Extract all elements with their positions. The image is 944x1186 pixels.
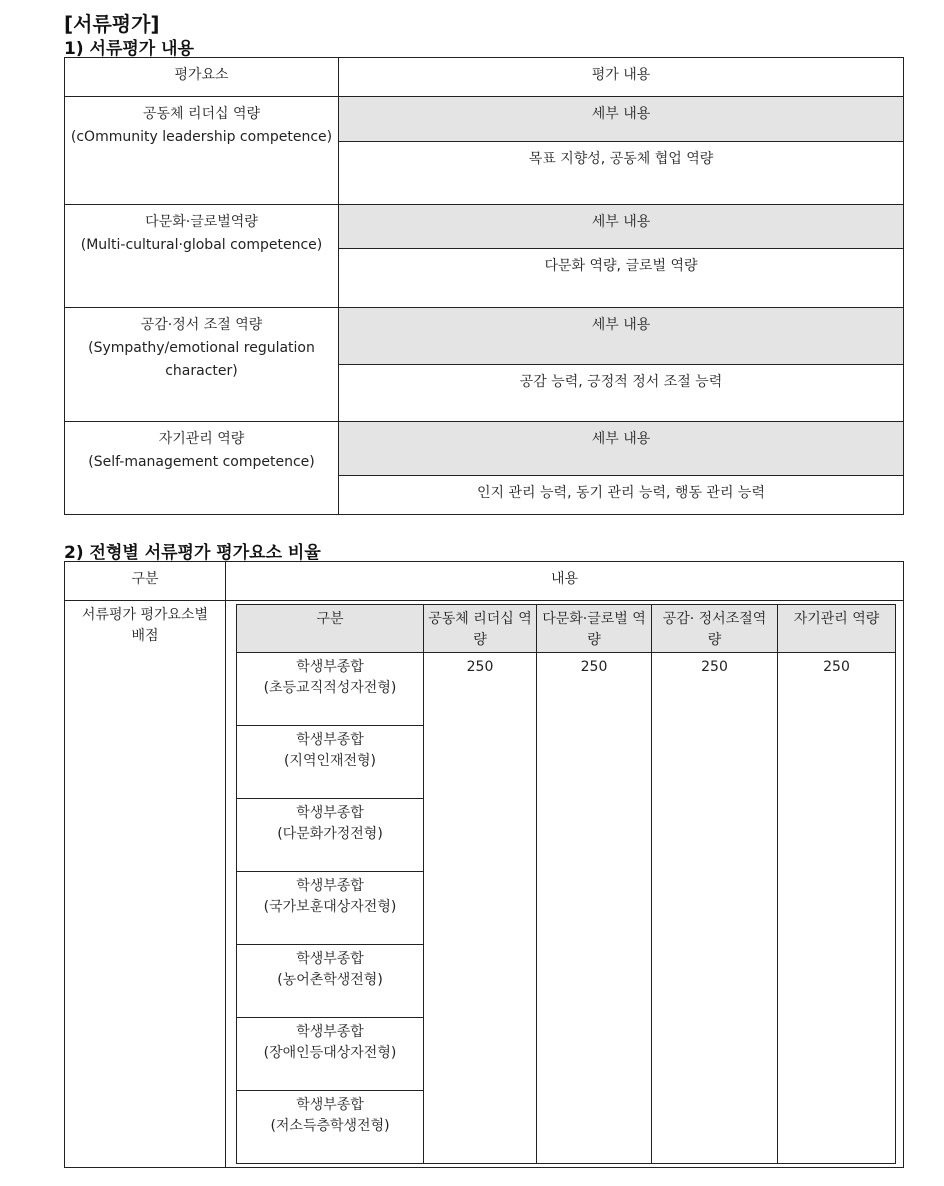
- detail-label: 세부 내용: [339, 97, 904, 142]
- header-content: 내용: [226, 562, 904, 601]
- track-type: 학생부종합: [296, 1097, 364, 1113]
- track-cell: [237, 872, 424, 945]
- track-name: (국가보훈대상자전형): [263, 899, 397, 915]
- detail-label: 세부 내용: [339, 422, 904, 476]
- track-name: (초등교직적성자전형): [263, 680, 397, 696]
- evaluation-content-table: [64, 57, 904, 515]
- detail-content: 공감 능력, 긍정적 정서 조절 능력: [339, 365, 904, 422]
- track-cell: [237, 1091, 424, 1164]
- score-header: 구분: [237, 605, 424, 653]
- score-header: 공동체 리더십 역량: [424, 605, 537, 653]
- header-content: 평가 내용: [339, 58, 904, 97]
- element-cell: [65, 422, 339, 515]
- score-value: 250: [424, 653, 537, 1164]
- score-header: 자기관리 역량: [778, 605, 896, 653]
- track-name: (장애인등대상자전형): [263, 1045, 397, 1061]
- track-type: 학생부종합: [296, 1024, 364, 1040]
- track-cell: [237, 799, 424, 872]
- track-cell: [237, 945, 424, 1018]
- score-header: 다문화·글로벌 역량: [537, 605, 652, 653]
- element-name: 공동체 리더십 역량: [142, 106, 261, 122]
- detail-label: 세부 내용: [339, 308, 904, 365]
- element-name: 공감·정서 조절 역량: [140, 317, 263, 333]
- track-type: 학생부종합: [296, 951, 364, 967]
- element-english: (Sympathy/emotional regulation character): [88, 340, 315, 379]
- track-type: 학생부종합: [296, 732, 364, 748]
- header-element: 평가요소: [65, 58, 339, 97]
- row-label: 서류평가 평가요소별 배점: [65, 601, 226, 1168]
- element-name: 자기관리 역량: [158, 431, 245, 447]
- track-cell: [237, 653, 424, 726]
- element-english: (Self-management competence): [88, 454, 315, 470]
- score-value: 250: [778, 653, 896, 1164]
- score-value: 250: [652, 653, 778, 1164]
- track-cell: [237, 726, 424, 799]
- detail-content: 목표 지향성, 공동체 협업 역량: [339, 142, 904, 205]
- score-value: 250: [537, 653, 652, 1164]
- element-english: (Multi-cultural·global competence): [80, 237, 323, 253]
- ratio-table: [64, 561, 904, 1168]
- element-cell: [65, 308, 339, 422]
- track-type: 학생부종합: [296, 878, 364, 894]
- track-cell: [237, 1018, 424, 1091]
- section2-heading: 2) 전형별 서류평가 평가요소 비율: [64, 543, 321, 563]
- detail-content: 다문화 역량, 글로벌 역량: [339, 249, 904, 308]
- track-name: (다문화가정전형): [277, 826, 383, 842]
- header-category: 구분: [65, 562, 226, 601]
- element-cell: [65, 97, 339, 205]
- element-english: (cOmmunity leadership competence): [70, 129, 333, 145]
- detail-content: 인지 관리 능력, 동기 관리 능력, 행동 관리 능력: [339, 476, 904, 515]
- page-title: [서류평가]: [64, 12, 160, 36]
- track-type: 학생부종합: [296, 659, 364, 675]
- track-type: 학생부종합: [296, 805, 364, 821]
- track-name: (지역인재전형): [283, 753, 377, 769]
- element-cell: [65, 205, 339, 308]
- track-name: (농어촌학생전형): [277, 972, 383, 988]
- score-header: 공감· 정서조절역량: [652, 605, 778, 653]
- track-name: (저소득층학생전형): [270, 1118, 390, 1134]
- detail-label: 세부 내용: [339, 205, 904, 249]
- score-table: [236, 604, 896, 1164]
- section1-heading: 1) 서류평가 내용: [64, 39, 194, 59]
- element-name: 다문화·글로벌역량: [145, 214, 258, 230]
